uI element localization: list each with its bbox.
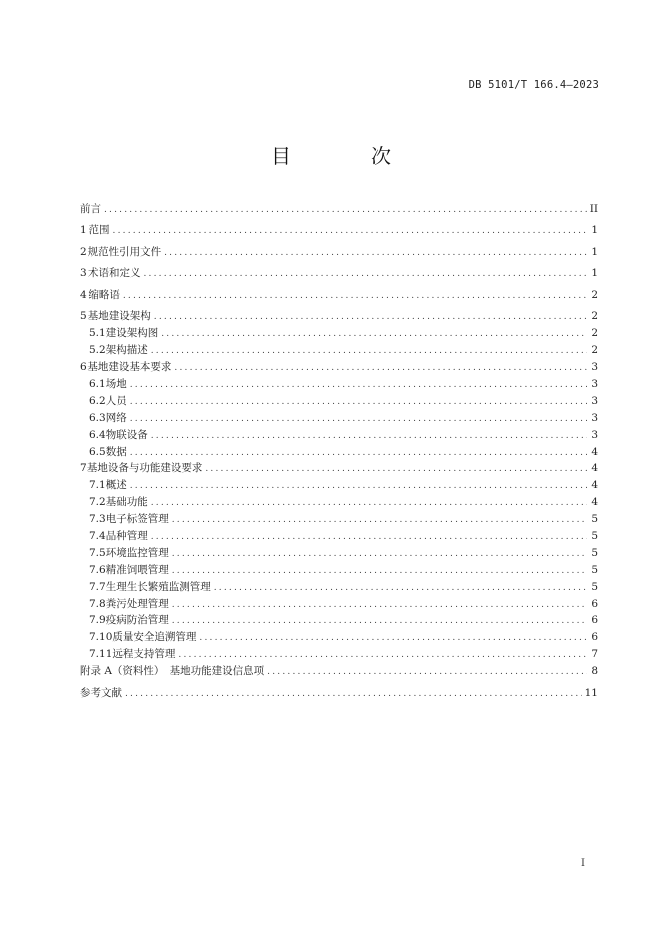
toc-entry-page: 4 — [591, 445, 598, 458]
toc-entry-section-4[interactable] — [80, 287, 598, 304]
toc-entry-number: 4 — [80, 288, 87, 301]
toc-entry-number: 6.2 — [89, 394, 106, 407]
toc-entry-appendix-a[interactable] — [80, 663, 598, 680]
toc-entry-text: 前言 — [80, 203, 101, 215]
toc-entry-foreword[interactable] — [80, 201, 598, 218]
toc-dot-leader — [125, 686, 582, 703]
toc-entry-text: 建设架构图 — [105, 327, 159, 340]
toc-entry-number: 7.4 — [89, 530, 106, 542]
toc-dot-leader — [154, 309, 587, 326]
toc-dot-leader — [214, 580, 587, 597]
toc-entry-page: 11 — [584, 686, 598, 699]
toc-entry-section-7-7[interactable] — [80, 579, 598, 596]
toc-entry-section-7-2[interactable] — [80, 494, 598, 511]
toc-entry-section-6-4[interactable] — [80, 427, 598, 444]
toc-entry-page: 1 — [591, 245, 598, 258]
toc-entry-text: 人员 — [105, 394, 127, 407]
toc-dot-leader — [130, 411, 587, 428]
toc-entry-section-3[interactable] — [80, 265, 598, 282]
toc-entry-number: 2 — [80, 245, 87, 258]
toc-entry-number: 1 — [80, 224, 87, 237]
toc-entry-section-2[interactable] — [80, 244, 598, 261]
toc-dot-leader — [267, 664, 587, 681]
toc-entry-section-7-5[interactable] — [80, 545, 598, 562]
toc-entry-text: 概述 — [105, 479, 127, 492]
toc-dot-leader — [130, 445, 587, 462]
toc-entry-text: 范围 — [88, 224, 110, 237]
toc-dot-leader — [151, 495, 587, 512]
toc-entry-number: 7.3 — [89, 513, 106, 526]
toc-entry-number: 6.3 — [89, 411, 106, 424]
toc-entry-number: 6 — [80, 361, 87, 374]
toc-entry-page: 4 — [591, 462, 598, 475]
table-of-contents — [80, 201, 598, 702]
toc-entry-section-7-11[interactable] — [80, 646, 598, 663]
toc-entry-number: 7.11 — [89, 648, 113, 661]
toc-entry-section-7-10[interactable] — [80, 629, 598, 646]
toc-entry-text: 远程支持管理 — [112, 648, 176, 661]
toc-dot-leader — [143, 266, 587, 283]
toc-entry-page: 6 — [591, 631, 598, 644]
toc-entry-number: 7.7 — [89, 580, 106, 593]
toc-dot-leader — [205, 461, 587, 478]
toc-entry-section-6-2[interactable] — [80, 393, 598, 410]
toc-entry-page: 2 — [591, 288, 598, 301]
toc-entry-section-5-1[interactable] — [80, 325, 598, 342]
toc-dot-leader — [113, 223, 587, 240]
toc-entry-number: 7.9 — [89, 614, 106, 627]
toc-entry-number: 5.1 — [89, 327, 106, 340]
toc-dot-leader — [151, 529, 587, 546]
toc-entry-number: 7.8 — [89, 597, 106, 610]
toc-entry-number: 6.5 — [89, 445, 106, 458]
toc-entry-page: 7 — [591, 648, 598, 661]
toc-entry-section-6-1[interactable] — [80, 376, 598, 393]
toc-entry-page: 3 — [591, 411, 598, 424]
toc-entry-number: 5.2 — [89, 344, 106, 357]
toc-entry-section-1[interactable] — [80, 222, 598, 239]
toc-entry-text: 电子标签管理 — [105, 513, 169, 526]
toc-entry-section-5-2[interactable] — [80, 342, 598, 359]
toc-dot-leader — [130, 377, 587, 394]
toc-entry-number: 7.6 — [89, 563, 106, 576]
toc-entry-number: 7 — [80, 462, 87, 475]
toc-entry-text: 品种管理 — [105, 530, 148, 542]
toc-entry-page: 5 — [591, 580, 598, 593]
toc-entry-text: 数据 — [105, 445, 127, 458]
toc-dot-leader — [178, 647, 587, 664]
toc-entry-page: II — [589, 203, 598, 215]
toc-entry-text: 术语和定义 — [87, 267, 141, 280]
toc-entry-page: 5 — [591, 546, 598, 559]
standard-code: DB 5101/T 166.4—2023 — [468, 79, 599, 91]
toc-entry-page: 6 — [591, 614, 598, 627]
toc-dot-leader — [199, 630, 587, 647]
toc-dot-leader — [174, 360, 587, 377]
toc-entry-number: 3 — [80, 267, 87, 280]
toc-entry-page: 3 — [591, 394, 598, 407]
toc-dot-leader — [130, 394, 587, 411]
toc-entry-page: 1 — [591, 267, 598, 280]
toc-entry-page: 2 — [591, 310, 598, 323]
toc-entry-text: 质量安全追溯管理 — [112, 631, 197, 644]
toc-dot-leader — [130, 478, 587, 495]
toc-entry-number: 6.1 — [89, 377, 106, 390]
toc-entry-page: 1 — [591, 224, 598, 237]
toc-entry-section-7-6[interactable] — [80, 562, 598, 579]
toc-entry-section-7-4[interactable] — [80, 528, 598, 545]
toc-entry-section-7-1[interactable] — [80, 477, 598, 494]
toc-dot-leader — [172, 563, 587, 580]
toc-entry-page: 6 — [591, 597, 598, 610]
toc-entry-section-6[interactable] — [80, 359, 598, 376]
toc-entry-text: 网络 — [105, 411, 127, 424]
toc-entry-section-7[interactable] — [80, 460, 598, 477]
toc-dot-leader — [172, 512, 587, 529]
toc-entry-text: 架构描述 — [105, 344, 148, 357]
toc-dot-leader — [151, 428, 587, 445]
toc-entry-number: 7.2 — [89, 496, 106, 509]
toc-entry-section-6-5[interactable] — [80, 444, 598, 461]
toc-entry-text: 物联设备 — [105, 428, 148, 441]
toc-dot-leader — [161, 326, 587, 343]
toc-entry-page: 4 — [591, 496, 598, 509]
toc-entry-text: 基础功能 — [105, 496, 148, 509]
toc-dot-leader — [104, 202, 587, 219]
toc-entry-number: 6.4 — [89, 428, 106, 441]
toc-entry-references[interactable] — [80, 685, 598, 702]
toc-entry-section-7-9[interactable] — [80, 612, 598, 629]
toc-entry-number: 5 — [80, 310, 87, 323]
toc-entry-text: 精准饲喂管理 — [105, 563, 169, 576]
toc-dot-leader — [123, 288, 587, 305]
toc-entry-section-7-8[interactable] — [80, 596, 598, 613]
toc-entry-text: 基地建设基本要求 — [87, 361, 172, 374]
toc-entry-text: 环境监控管理 — [105, 546, 169, 559]
toc-entry-text: 生理生长繁殖监测管理 — [105, 580, 211, 593]
toc-entry-page: 5 — [591, 530, 598, 542]
toc-dot-leader — [151, 343, 587, 360]
toc-entry-text: 基地设备与功能建设要求 — [86, 462, 203, 475]
toc-entry-page: 8 — [591, 665, 598, 678]
toc-entry-number: 7.5 — [89, 546, 106, 559]
toc-entry-page: 2 — [591, 327, 598, 340]
toc-entry-text: 疫病防治管理 — [105, 614, 169, 627]
toc-entry-page: 3 — [591, 428, 598, 441]
toc-dot-leader — [172, 546, 587, 563]
toc-entry-text: 场地 — [105, 377, 127, 390]
toc-entry-page: 2 — [591, 344, 598, 357]
toc-entry-page: 3 — [591, 377, 598, 390]
toc-entry-text: 参考文献 — [80, 686, 122, 699]
toc-entry-page: 3 — [591, 361, 598, 374]
toc-entry-text: 规范性引用文件 — [87, 245, 162, 258]
toc-entry-page: 4 — [591, 479, 598, 492]
toc-entry-number: 7.10 — [89, 631, 113, 644]
toc-dot-leader — [172, 597, 587, 614]
toc-dot-leader — [164, 245, 587, 262]
toc-entry-page: 5 — [591, 563, 598, 576]
toc-entry-section-5[interactable] — [80, 308, 598, 325]
toc-entry-text: 粪污处理管理 — [105, 597, 169, 610]
toc-entry-text: 缩略语 — [88, 288, 120, 301]
toc-title: 目 次 — [271, 144, 421, 168]
toc-entry-page: 5 — [591, 513, 598, 526]
toc-entry-text: 基地建设架构 — [87, 310, 151, 323]
toc-entry-section-6-3[interactable] — [80, 410, 598, 427]
toc-entry-text: 附录 A（资料性） 基地功能建设信息项 — [80, 665, 265, 678]
toc-entry-number: 7.1 — [89, 479, 106, 492]
toc-entry-section-7-3[interactable] — [80, 511, 598, 528]
page-number: I — [581, 858, 585, 869]
toc-dot-leader — [172, 613, 587, 630]
